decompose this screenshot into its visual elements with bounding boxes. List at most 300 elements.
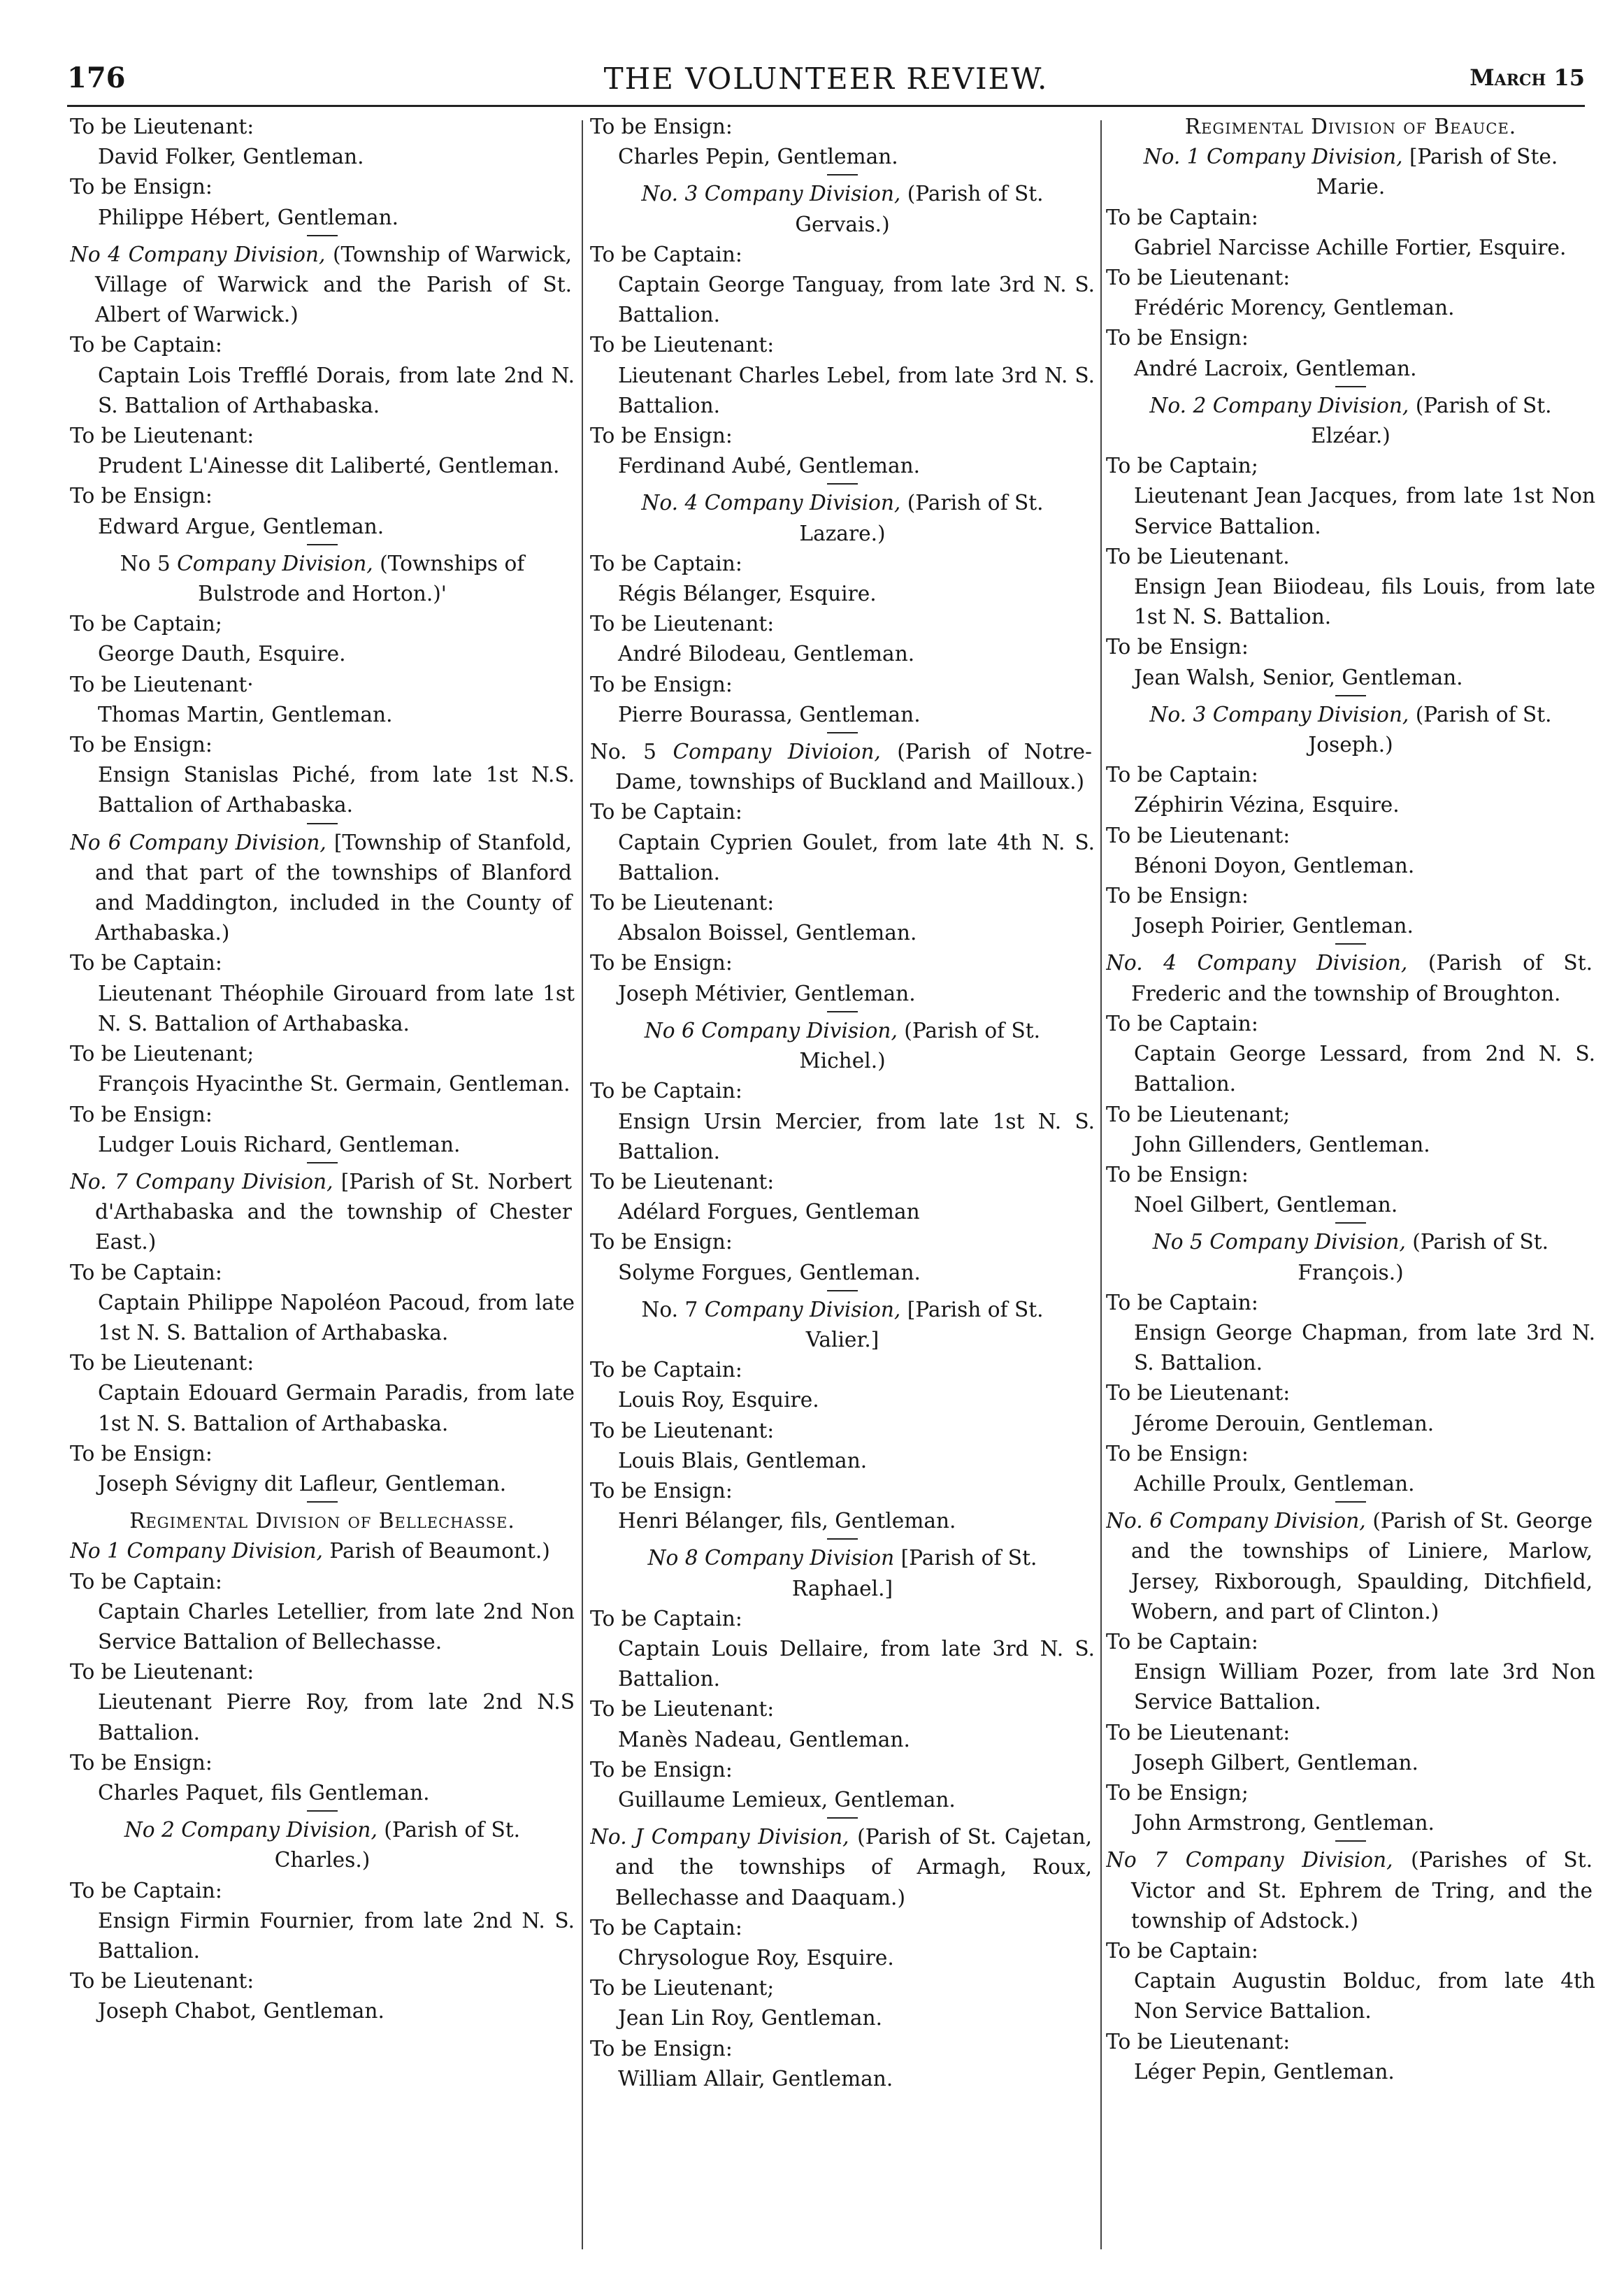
text-span: To be Lieutenant:	[70, 424, 254, 448]
text-span: Solyme Forgues, Gentleman.	[618, 1260, 921, 1284]
appointment-entry	[70, 203, 575, 233]
text-span: To be Captain:	[590, 800, 742, 824]
section-rule	[827, 1817, 858, 1819]
rank-label	[70, 1748, 575, 1778]
text-span: Ensign Jean Biiodeau, fils Louis, from late 1st N. S. Battalion.	[1134, 575, 1595, 629]
section-heading	[1106, 112, 1595, 142]
text-span: To be Lieutenant:	[590, 1697, 775, 1721]
text-span: To be Captain:	[1106, 1290, 1258, 1314]
rank-label	[70, 1348, 575, 1378]
appointment-entry	[70, 1687, 575, 1747]
appointment-entry	[70, 1069, 575, 1099]
appointment-entry	[1106, 2057, 1595, 2087]
rank-label	[70, 1567, 575, 1597]
company-division-title: Company Division,	[704, 1297, 901, 1321]
text-span: To be Captain:	[70, 1569, 222, 1593]
rank-label	[590, 1416, 1095, 1446]
text-span: To be Lieutenant:	[70, 115, 254, 138]
text-span: Absalon Boissel, Gentleman.	[618, 921, 917, 945]
text-span: To be Captain:	[590, 1915, 742, 1940]
rank-label	[70, 481, 575, 511]
text-span: (Parish of St. Lazare.)	[799, 491, 1044, 545]
rank-label	[1106, 203, 1595, 233]
company-division-title: No 1 Company Division,	[70, 1539, 323, 1563]
section-rule	[307, 544, 338, 545]
text-span: Joseph Sévigny dit Lafleur, Gentleman.	[98, 1471, 507, 1496]
company-division-heading	[1106, 1845, 1595, 1936]
text-span: Captain Charles Letellier, from late 2nd Non Service Battalion of Bellechasse.	[98, 1599, 575, 1654]
section-rule	[827, 732, 858, 733]
appointment-entry	[70, 700, 575, 730]
text-span: Lieutenant Théophile Girouard from late 1st N. S. Battalion of Arthabaska.	[98, 981, 575, 1036]
appointment-entry	[590, 828, 1095, 888]
text-span: (Parish of St. Charles.)	[274, 1818, 521, 1872]
appointment-entry	[590, 700, 1095, 730]
appointment-entry	[70, 1378, 575, 1438]
company-division-title: Company Division,	[177, 551, 373, 575]
text-span: To be Captain:	[590, 242, 742, 266]
text-span: To be Ensign:	[70, 1750, 213, 1775]
rank-label	[590, 1227, 1095, 1257]
text-span: To be Ensign:	[590, 951, 733, 975]
text-span: To be Ensign;	[1106, 1780, 1249, 1805]
text-span: To be Lieutenant:	[1106, 2029, 1291, 2054]
text-span: To be Ensign:	[70, 1102, 213, 1126]
text-span: Captain Cyprien Goulet, from late 4th N. S. Battalion.	[618, 830, 1095, 884]
appointment-entry	[1106, 1657, 1595, 1717]
company-division-title: No 7 Company Division,	[1106, 1848, 1393, 1872]
company-division-heading	[1106, 391, 1595, 451]
company-division-heading	[590, 179, 1095, 239]
appointment-entry	[590, 1107, 1095, 1167]
company-division-title: No. J Company Division,	[590, 1825, 849, 1849]
appointment-entry	[70, 1996, 575, 2026]
text-span: To be Lieutenant.	[1106, 544, 1290, 568]
text-span: To be Ensign:	[590, 424, 733, 448]
text-span: (Parish of St. François.)	[1298, 1230, 1549, 1284]
text-span: Adélard Forgues, Gentleman	[618, 1200, 920, 1224]
text-span: To be Lieutenant:	[70, 1660, 254, 1684]
rank-label	[590, 421, 1095, 451]
text-column-3	[1106, 112, 1595, 2258]
text-span: To be Captain:	[1106, 1011, 1258, 1036]
text-span: (Parish of St. Gervais.)	[795, 182, 1044, 236]
text-span: Charles Pepin, Gentleman.	[618, 145, 898, 169]
column-divider	[582, 120, 583, 2249]
company-division-heading	[70, 1167, 575, 1258]
text-span: Joseph Métivier, Gentleman.	[618, 981, 916, 1005]
text-span: To be Lieutenant:	[70, 1969, 254, 1993]
company-division-heading	[590, 1016, 1095, 1076]
text-span: John Armstrong, Gentleman.	[1134, 1811, 1435, 1835]
rank-label	[590, 330, 1095, 360]
text-span: Ludger Louis Richard, Gentleman.	[98, 1132, 461, 1156]
text-span: [Parish of St. Norbert d'Arthabaska and the township of Chester East.)	[95, 1169, 572, 1254]
text-span: Regimental Division of Bellechasse.	[129, 1509, 515, 1533]
text-span: Jean Walsh, Senior, Gentleman.	[1134, 665, 1463, 689]
text-span: Lieutenant Charles Lebel, from late 3rd N. S. Battalion.	[618, 363, 1095, 417]
company-division-title: No 6 Company Division,	[644, 1018, 898, 1043]
text-span: To be Lieutenant:	[70, 1351, 254, 1375]
rank-label	[1106, 821, 1595, 851]
company-division-heading	[590, 1822, 1095, 1913]
appointment-entry	[590, 1725, 1095, 1755]
appointment-entry	[590, 579, 1095, 609]
rank-label	[1106, 1009, 1595, 1039]
text-span: Ferdinand Aubé, Gentleman.	[618, 454, 921, 478]
text-span: Guillaume Lemieux, Gentleman.	[618, 1787, 956, 1812]
company-division-title: No. 7 Company Division,	[70, 1169, 333, 1194]
rank-label	[590, 1355, 1095, 1385]
section-rule	[307, 1810, 338, 1812]
rank-label	[1106, 1288, 1595, 1318]
text-span: Lieutenant Jean Jacques, from late 1st Non Service Battalion.	[1134, 484, 1595, 538]
text-span: To be Ensign:	[1106, 1162, 1249, 1187]
appointment-entry	[1106, 1039, 1595, 1099]
text-span: Captain Augustin Bolduc, from late 4th Non Service Battalion.	[1134, 1969, 1595, 2023]
text-span: To be Ensign:	[590, 672, 733, 696]
section-rule	[1335, 1222, 1366, 1224]
rank-label	[590, 112, 1095, 142]
text-span: To be Lieutenant;	[1106, 1102, 1291, 1126]
text-span: Captain Lois Trefflé Dorais, from late 2nd N. S. Battalion of Arthabaska.	[98, 363, 575, 417]
rank-label	[1106, 1627, 1595, 1657]
appointment-entry	[1106, 293, 1595, 323]
rank-label	[590, 609, 1095, 639]
appointment-entry	[590, 1634, 1095, 1694]
appointment-entry	[1106, 1318, 1595, 1378]
rank-label	[70, 1966, 575, 1996]
text-span: To be Lieutenant:	[590, 891, 775, 915]
appointment-entry	[70, 979, 575, 1039]
text-span: Edward Argue, Gentleman.	[98, 514, 385, 538]
text-column-2	[590, 112, 1095, 2258]
company-division-title: No 4 Company Division,	[70, 242, 326, 266]
appointment-entry	[1106, 790, 1595, 820]
section-rule	[827, 1290, 858, 1291]
text-span: To be Ensign:	[590, 1478, 733, 1503]
company-division-heading	[590, 1543, 1095, 1603]
text-span: Parish of Beaumont.)	[322, 1539, 550, 1563]
rank-label	[70, 112, 575, 142]
company-division-title: No. 4 Company Division,	[641, 491, 901, 515]
text-span: Philippe Hébert, Gentleman.	[98, 205, 399, 229]
text-column-1	[70, 112, 575, 2258]
text-span: Zéphirin Vézina, Esquire.	[1134, 793, 1400, 817]
appointment-entry	[1106, 1409, 1595, 1439]
rank-label	[590, 2034, 1095, 2064]
appointment-entry	[70, 1130, 575, 1160]
text-span: Achille Proulx, Gentleman.	[1134, 1471, 1415, 1496]
text-span: [Parish of St. Valier.]	[805, 1297, 1044, 1352]
section-rule	[1335, 695, 1366, 696]
text-span: To be Captain:	[70, 1260, 222, 1284]
text-span: To be Ensign:	[1106, 326, 1249, 350]
text-span: Thomas Martin, Gentleman.	[98, 702, 393, 726]
text-span: André Bilodeau, Gentleman.	[618, 642, 915, 666]
text-span: To be Lieutenant:	[1106, 1720, 1291, 1745]
company-division-heading	[590, 737, 1095, 797]
rank-label	[70, 1039, 575, 1069]
rank-label	[590, 549, 1095, 579]
company-division-heading	[590, 488, 1095, 548]
text-span: Ensign William Pozer, from late 3rd Non Service Battalion.	[1134, 1660, 1595, 1714]
text-span: To be Captain:	[70, 951, 222, 975]
rank-label	[590, 1973, 1095, 2003]
company-division-title: No 2 Company Division,	[124, 1818, 378, 1842]
text-span: To be Captain;	[1106, 454, 1258, 478]
appointment-entry	[70, 1906, 575, 1966]
appointment-entry	[1106, 1748, 1595, 1778]
section-rule	[827, 483, 858, 485]
appointment-entry	[70, 451, 575, 481]
text-span: To be Ensign:	[1106, 884, 1249, 908]
text-span: Prudent L'Ainesse dit Laliberté, Gentleman.	[98, 454, 560, 478]
text-span: (Parish of Notre-Dame, townships of Buckland and Mailloux.)	[615, 740, 1092, 794]
rank-label	[1106, 1778, 1595, 1808]
text-span: Lieutenant Pierre Roy, from late 2nd N.S Battalion.	[98, 1690, 575, 1745]
text-span: Charles Paquet, fils Gentleman.	[98, 1780, 430, 1805]
appointment-entry	[1106, 1469, 1595, 1499]
text-span: (Parish of St. George and the townships of Liniere, Marlow, Jersey, Rixborough, Spaulding, Ditchfield, Wobern, and part of Clinton.)	[1131, 1509, 1593, 1624]
appointment-entry	[70, 1597, 575, 1657]
text-span: To be Lieutenant;	[70, 1042, 254, 1066]
text-span: To be Ensign:	[590, 115, 733, 138]
rank-label	[1106, 760, 1595, 790]
rank-label	[70, 730, 575, 760]
text-span: Léger Pepin, Gentleman.	[1134, 2059, 1395, 2084]
rank-label	[590, 948, 1095, 978]
text-span: To be Ensign:	[1106, 1441, 1249, 1466]
rank-label	[1106, 2027, 1595, 2057]
appointment-entry	[1106, 1966, 1595, 2026]
appointment-entry	[590, 1785, 1095, 1815]
text-span: Gabriel Narcisse Achille Fortier, Esquire.	[1134, 235, 1567, 259]
appointment-entry	[590, 2003, 1095, 2033]
text-span: David Folker, Gentleman.	[98, 145, 364, 169]
appointment-entry	[1106, 663, 1595, 693]
text-span: To be Ensign:	[70, 733, 213, 757]
text-span: [Parish of St. Raphael.]	[791, 1546, 1037, 1600]
company-division-title: No. 6 Company Division,	[1106, 1509, 1366, 1533]
rank-label	[1106, 1160, 1595, 1190]
company-division-heading	[70, 828, 575, 949]
section-rule	[307, 1501, 338, 1503]
company-division-heading	[1106, 1506, 1595, 1627]
text-span: To be Ensign:	[70, 175, 213, 199]
company-division-heading	[70, 1815, 575, 1875]
text-span: Jérome Derouin, Gentleman.	[1134, 1411, 1435, 1435]
company-division-title: No. 3 Company Division,	[641, 182, 901, 206]
company-division-title: No. 3 Company Division,	[1149, 702, 1409, 726]
appointment-entry	[1106, 481, 1595, 541]
appointment-entry	[70, 1288, 575, 1348]
company-division-heading	[1106, 142, 1595, 202]
text-span: (Parish of St. Michel.)	[799, 1018, 1041, 1073]
appointment-entry	[1106, 851, 1595, 881]
text-span: Joseph Gilbert, Gentleman.	[1134, 1750, 1418, 1775]
rank-label	[1106, 451, 1595, 481]
text-span: Captain Philippe Napoléon Pacoud, from late 1st N. S. Battalion of Arthabaska.	[98, 1290, 575, 1345]
text-span: [Township of Stanfold, and that part of the townships of Blanford and Maddington, included in the County of Arthabaska.)	[95, 830, 572, 945]
rank-label	[590, 1913, 1095, 1943]
page-number: 176	[67, 62, 126, 94]
rank-label	[590, 888, 1095, 918]
company-division-heading	[70, 240, 575, 331]
appointment-entry	[590, 1258, 1095, 1288]
text-span: To be Lieutenant:	[590, 1169, 775, 1194]
text-span: To be Captain:	[1106, 763, 1258, 787]
section-rule	[827, 1011, 858, 1012]
text-span: (Township of Warwick, Village of Warwick and the Parish of St. Albert of Warwick.)	[95, 242, 572, 327]
rank-label	[590, 1076, 1095, 1106]
appointment-entry	[590, 1943, 1095, 1973]
appointment-entry	[1106, 1190, 1595, 1220]
text-span: Louis Blais, Gentleman.	[618, 1448, 868, 1473]
text-span: Pierre Bourassa, Gentleman.	[618, 702, 921, 726]
text-span: Captain Louis Dellaire, from late 3rd N. S. Battalion.	[618, 1636, 1095, 1691]
company-division-title: No 5 Company Division,	[1152, 1230, 1406, 1254]
appointment-entry	[590, 1197, 1095, 1227]
rank-label	[70, 172, 575, 202]
text-span: To be Lieutenant·	[70, 672, 254, 696]
text-span: (Parish of St. Cajetan, and the townships of Armagh, Roux, Bellechasse and Daaquam.)	[615, 1825, 1092, 1910]
header-rule	[67, 105, 1585, 107]
rank-label	[1106, 1378, 1595, 1408]
rank-label	[1106, 1718, 1595, 1748]
text-span: To be Ensign:	[590, 2036, 733, 2061]
company-division-title: No. 2 Company Division,	[1149, 393, 1409, 417]
appointment-entry	[1106, 572, 1595, 632]
rank-label	[590, 670, 1095, 700]
appointment-entry	[590, 361, 1095, 421]
appointment-entry	[70, 760, 575, 820]
page-header	[67, 62, 1585, 101]
section-rule	[1335, 1840, 1366, 1842]
appointment-entry	[590, 2064, 1095, 2094]
text-span: Joseph Chabot, Gentleman.	[98, 1999, 385, 2023]
rank-label	[70, 1100, 575, 1130]
text-span: To be Ensign:	[70, 484, 213, 508]
text-span: To be Lieutenant:	[1106, 1381, 1291, 1405]
text-span: To be Lieutenant:	[590, 1418, 775, 1442]
company-division-heading	[1106, 948, 1595, 1008]
text-span: William Allair, Gentleman.	[618, 2066, 893, 2091]
text-span: Frédéric Morency, Gentleman.	[1134, 296, 1455, 320]
appointment-entry	[590, 1506, 1095, 1536]
text-span: (Parishes of St. Victor and St. Ephrem de Tring, and the township of Adstock.)	[1131, 1848, 1593, 1933]
company-division-heading	[1106, 700, 1595, 760]
text-span: Jean Lin Roy, Gentleman.	[618, 2006, 883, 2030]
rank-label	[70, 421, 575, 451]
rank-label	[70, 1657, 575, 1687]
section-heading	[70, 1506, 575, 1536]
text-span: Régis Bélanger, Esquire.	[618, 582, 877, 606]
rank-label	[70, 1876, 575, 1906]
rank-label	[590, 1694, 1095, 1724]
rank-label	[70, 330, 575, 360]
text-span: To be Ensign:	[1106, 635, 1249, 659]
rank-label	[590, 240, 1095, 270]
rank-label	[590, 1167, 1095, 1197]
appointment-entry	[590, 918, 1095, 948]
text-span: To be Captain:	[1106, 205, 1258, 229]
text-span: To be Ensign:	[590, 1230, 733, 1254]
company-division-title: No. 1 Company Division,	[1143, 145, 1403, 169]
text-span: No 5	[120, 551, 178, 575]
column-divider	[1100, 120, 1102, 2249]
text-span: To be Lieutenant:	[1106, 823, 1291, 847]
rank-label	[1106, 323, 1595, 353]
appointment-entry	[70, 512, 575, 542]
section-rule	[1335, 1501, 1366, 1503]
text-span: To be Captain:	[590, 1606, 742, 1631]
appointment-entry	[70, 639, 575, 669]
appointment-entry	[590, 270, 1095, 330]
text-span: To be Lieutenant;	[590, 1976, 775, 2000]
rank-label	[1106, 263, 1595, 293]
company-division-heading	[1106, 1227, 1595, 1287]
appointment-entry	[70, 1469, 575, 1499]
text-span: Captain George Lessard, from 2nd N. S. Battalion.	[1134, 1042, 1595, 1096]
publication-title: THE VOLUNTEER REVIEW.	[603, 62, 1049, 96]
text-span: Chrysologue Roy, Esquire.	[618, 1945, 894, 1970]
appointment-entry	[590, 1385, 1095, 1415]
text-span: Ensign Ursin Mercier, from late 1st N. S. Battalion.	[618, 1109, 1095, 1163]
text-span: Ensign Firmin Fournier, from late 2nd N. S. Battalion.	[98, 1908, 575, 1963]
text-span: Noel Gilbert, Gentleman.	[1134, 1193, 1398, 1217]
rank-label	[590, 797, 1095, 827]
rank-label	[590, 1476, 1095, 1506]
rank-label	[590, 1755, 1095, 1785]
text-span: To be Captain:	[70, 1878, 222, 1903]
text-span: To be Captain:	[590, 1358, 742, 1382]
appointment-entry	[70, 142, 575, 172]
text-span: To be Captain:	[590, 551, 742, 575]
text-span: (Townships of Bulstrode and Horton.)'	[198, 551, 525, 606]
rank-label	[1106, 1439, 1595, 1469]
rank-label	[70, 1439, 575, 1469]
text-span: Ensign George Chapman, from late 3rd N. S. Battalion.	[1134, 1320, 1595, 1375]
text-span: (Parish of St. Joseph.)	[1308, 702, 1552, 757]
text-span: To be Captain:	[70, 333, 222, 357]
appointment-entry	[1106, 911, 1595, 941]
text-span: To be Captain:	[1106, 1938, 1258, 1963]
text-span: (Parish of St. Elzéar.)	[1311, 393, 1552, 448]
text-span: Bénoni Doyon, Gentleman.	[1134, 853, 1415, 877]
company-division-title: Company Divioion,	[673, 740, 881, 764]
company-division-heading	[590, 1295, 1095, 1355]
text-span: No. 5	[590, 740, 673, 764]
company-division-title: No 6 Company Division,	[70, 830, 326, 854]
text-span: To be Captain:	[1106, 1629, 1258, 1654]
text-span: André Lacroix, Gentleman.	[1134, 356, 1417, 380]
rank-label	[1106, 1936, 1595, 1966]
issue-date: March 15	[1469, 64, 1585, 91]
rank-label	[1106, 881, 1595, 911]
text-span: To be Lieutenant:	[590, 612, 775, 636]
section-rule	[307, 823, 338, 824]
rank-label	[1106, 1100, 1595, 1130]
rank-label	[70, 609, 575, 639]
text-span: To be Lieutenant:	[590, 333, 775, 357]
company-division-heading	[70, 549, 575, 609]
appointment-entry	[590, 639, 1095, 669]
text-span: John Gillenders, Gentleman.	[1134, 1132, 1430, 1156]
company-division-title: No. 4 Company Division,	[1106, 951, 1408, 975]
text-span: To be Captain:	[590, 1079, 742, 1103]
text-span: Louis Roy, Esquire.	[618, 1388, 819, 1412]
